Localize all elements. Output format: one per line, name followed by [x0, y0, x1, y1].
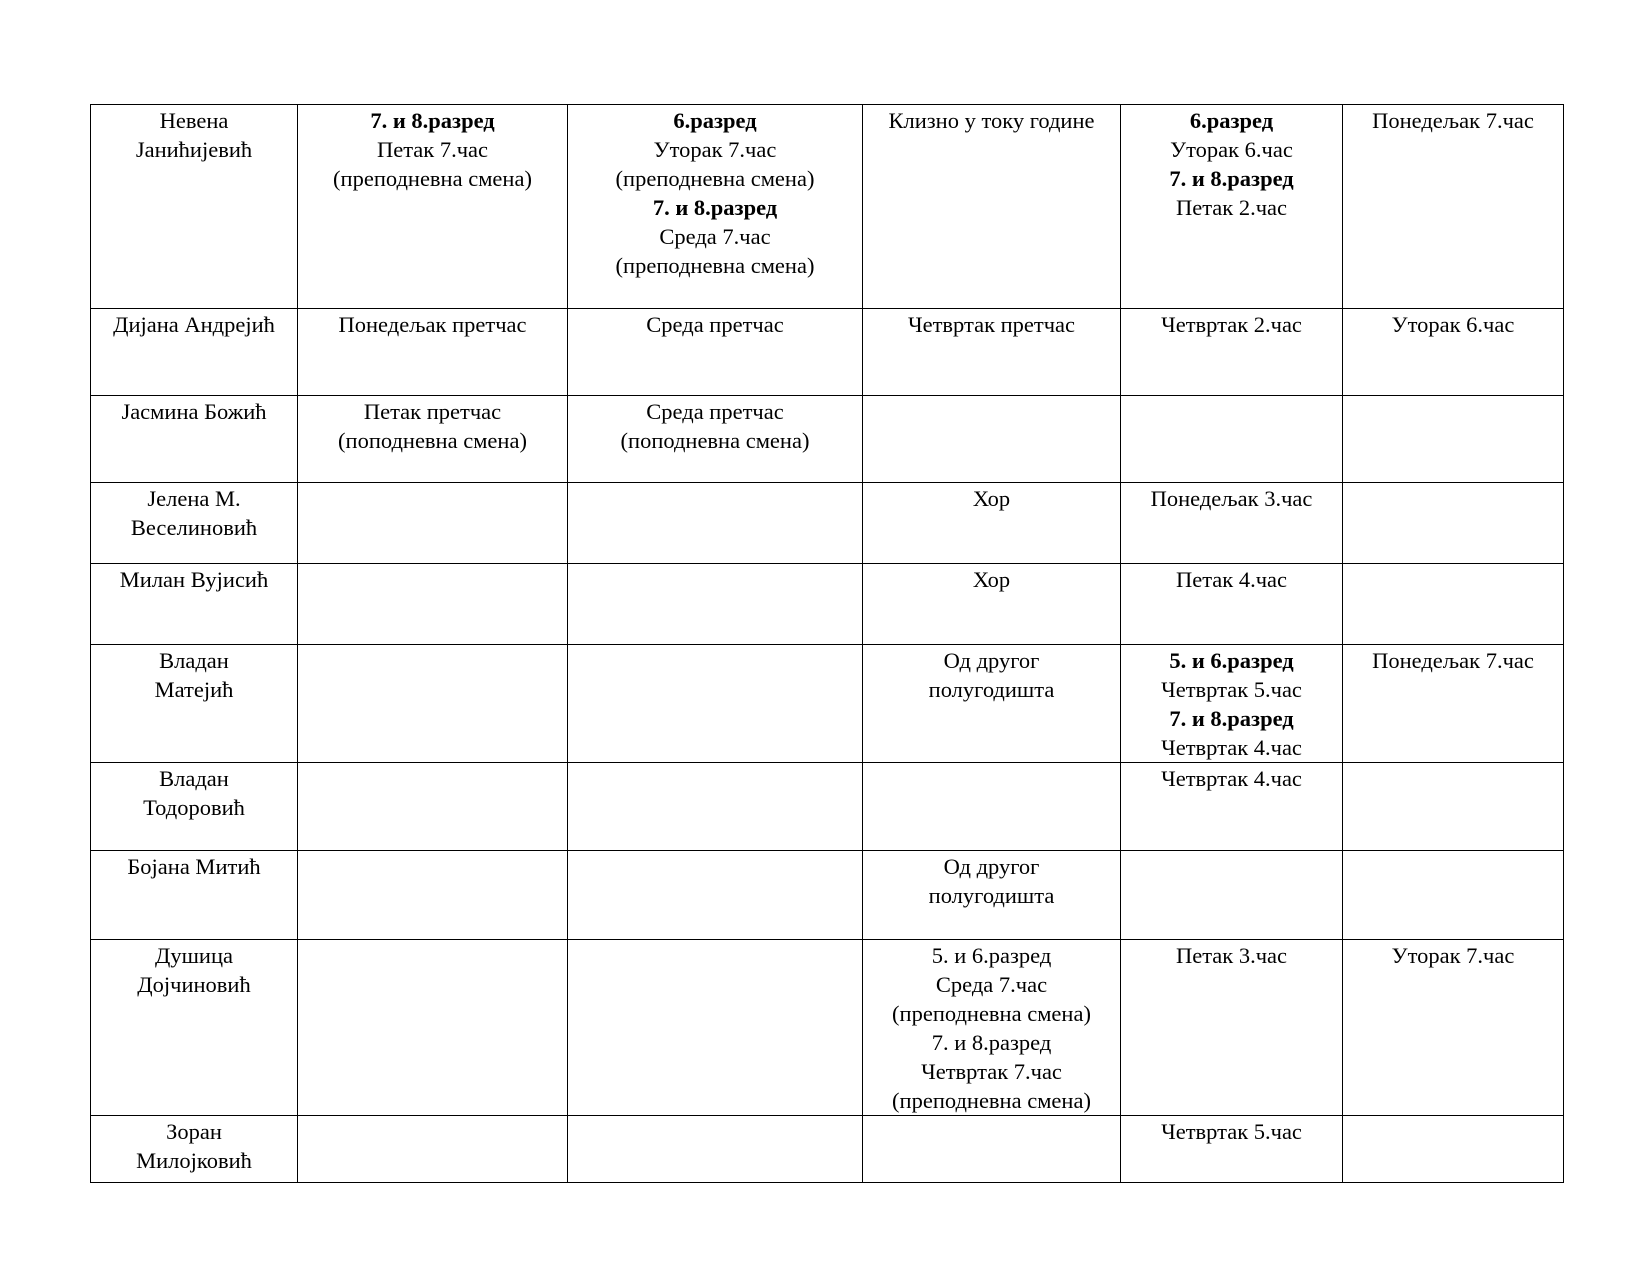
schedule-cell	[1343, 564, 1564, 645]
schedule-cell	[568, 309, 863, 396]
teacher-name-cell	[91, 564, 298, 645]
cell-line: Хор	[972, 486, 1011, 511]
schedule-cell	[1121, 940, 1343, 1116]
cell-line: Владан	[159, 766, 229, 791]
schedule-cell	[1121, 105, 1343, 309]
schedule-cell	[863, 564, 1121, 645]
cell-line: Понедељак 3.час	[1150, 486, 1313, 511]
schedule-cell	[863, 645, 1121, 763]
cell-line: (преподневна смена)	[615, 166, 815, 191]
teacher-name-cell	[91, 851, 298, 940]
schedule-cell	[1121, 309, 1343, 396]
table-row	[91, 564, 1564, 645]
cell-line: Четвртак 5.час	[1161, 677, 1302, 702]
schedule-cell	[298, 483, 568, 564]
schedule-cell	[863, 309, 1121, 396]
schedule-cell	[1121, 1116, 1343, 1183]
cell-line: Веселиновић	[130, 515, 258, 540]
cell-line: Четвртак претчас	[907, 312, 1076, 337]
cell-line: Зоран	[166, 1119, 222, 1144]
schedule-cell	[1121, 564, 1343, 645]
cell-line: 7. и 8.разред	[370, 108, 495, 133]
schedule-cell	[298, 309, 568, 396]
schedule-cell	[1121, 396, 1343, 483]
schedule-cell	[1121, 483, 1343, 564]
table-row	[91, 396, 1564, 483]
schedule-cell	[298, 851, 568, 940]
table-row	[91, 483, 1564, 564]
schedule-cell	[1121, 763, 1343, 851]
cell-line: Хор	[972, 567, 1011, 592]
cell-line: Дијана Андрејић	[113, 312, 275, 337]
schedule-cell	[863, 851, 1121, 940]
cell-line: Петак претчас	[363, 399, 502, 424]
schedule-cell	[568, 1116, 863, 1183]
cell-line: Невена	[159, 108, 229, 133]
cell-line: Клизно у току године	[888, 108, 1095, 133]
cell-line: 6.разред	[673, 108, 757, 133]
schedule-cell	[863, 940, 1121, 1116]
schedule-cell	[1343, 940, 1564, 1116]
schedule-cell	[863, 763, 1121, 851]
cell-line: Среда 7.час	[935, 972, 1048, 997]
cell-line: (преподневна смена)	[892, 1088, 1091, 1113]
cell-line: Јасмина Божић	[121, 399, 267, 424]
cell-line: 7. и 8.разред	[1169, 166, 1294, 191]
cell-line: Понедељак претчас	[338, 312, 527, 337]
cell-line: Понедељак 7.час	[1372, 648, 1534, 673]
schedule-cell	[863, 483, 1121, 564]
cell-line: Среда претчас	[646, 312, 784, 337]
table-row	[91, 309, 1564, 396]
cell-line: Душица	[155, 943, 233, 968]
cell-line: Петак 4.час	[1175, 567, 1288, 592]
schedule-cell	[568, 851, 863, 940]
teacher-name-cell	[91, 763, 298, 851]
cell-line: полугодишта	[928, 883, 1055, 908]
schedule-cell	[298, 763, 568, 851]
cell-line: 7. и 8.разред	[1169, 706, 1294, 731]
cell-line: полугодишта	[928, 677, 1055, 702]
teacher-name-cell	[91, 1116, 298, 1183]
teacher-name-cell	[91, 483, 298, 564]
schedule-cell	[1343, 851, 1564, 940]
cell-line: Петак 2.час	[1175, 195, 1288, 220]
schedule-cell	[568, 564, 863, 645]
cell-line: Уторак 7.час	[1391, 943, 1515, 968]
cell-line: Четвртак 5.час	[1161, 1119, 1302, 1144]
cell-line: Среда 7.час	[659, 224, 771, 249]
table-row	[91, 851, 1564, 940]
cell-line: Среда претчас	[646, 399, 784, 424]
cell-line: Од другог	[943, 648, 1040, 673]
cell-line: Бојана Митић	[127, 854, 261, 879]
table-row	[91, 105, 1564, 309]
schedule-cell	[298, 940, 568, 1116]
cell-line: Милојковић	[136, 1148, 252, 1173]
schedule-cell	[1343, 763, 1564, 851]
schedule-cell	[863, 1116, 1121, 1183]
cell-line: Четвртак 4.час	[1161, 735, 1302, 760]
table-row	[91, 940, 1564, 1116]
cell-line: 5. и 6.разред	[1169, 648, 1294, 673]
schedule-cell	[1121, 851, 1343, 940]
schedule-cell	[863, 396, 1121, 483]
schedule-cell	[1343, 483, 1564, 564]
table-row	[91, 1116, 1564, 1183]
table-row	[91, 645, 1564, 763]
cell-line: (поподневна смена)	[620, 428, 810, 453]
teacher-name-cell	[91, 940, 298, 1116]
cell-line: Тодоровић	[143, 795, 245, 820]
teacher-name-cell	[91, 105, 298, 309]
cell-line: Дојчиновић	[137, 972, 251, 997]
schedule-cell	[1343, 105, 1564, 309]
schedule-cell	[568, 763, 863, 851]
cell-line: Милан Вујисић	[119, 567, 269, 592]
teacher-name-cell	[91, 645, 298, 763]
cell-line: Уторак 6.час	[1391, 312, 1515, 337]
cell-line: Уторак 6.час	[1170, 137, 1293, 162]
cell-line: Јанићијевић	[135, 137, 253, 162]
schedule-cell	[1343, 396, 1564, 483]
cell-line: Јелена М.	[147, 486, 241, 511]
table-row	[91, 763, 1564, 851]
cell-line: 7. и 8.разред	[652, 195, 778, 220]
cell-line: 7. и 8.разред	[931, 1030, 1052, 1055]
cell-line: (поподневна смена)	[338, 428, 527, 453]
schedule-body	[91, 105, 1564, 1183]
schedule-cell	[298, 564, 568, 645]
schedule-cell	[298, 105, 568, 309]
schedule-cell	[1343, 645, 1564, 763]
cell-line: Понедељак 7.час	[1372, 108, 1534, 133]
schedule-cell	[568, 483, 863, 564]
cell-line: Матејић	[154, 677, 234, 702]
schedule-cell	[568, 396, 863, 483]
cell-line: Четвртак 4.час	[1161, 766, 1302, 791]
schedule-cell	[568, 940, 863, 1116]
schedule-cell	[863, 105, 1121, 309]
schedule-cell	[298, 396, 568, 483]
schedule-cell	[298, 645, 568, 763]
cell-line: Четвртак 2.час	[1161, 312, 1302, 337]
cell-line: Владан	[159, 648, 229, 673]
teacher-name-cell	[91, 309, 298, 396]
cell-line: (преподневна смена)	[615, 253, 815, 278]
cell-line: Од другог	[943, 854, 1040, 879]
cell-line: Уторак 7.час	[653, 137, 777, 162]
cell-line: Четвртак 7.час	[921, 1059, 1062, 1084]
schedule-cell	[1343, 309, 1564, 396]
cell-line: Петак 7.час	[376, 137, 489, 162]
cell-line: (преподневна смена)	[333, 166, 532, 191]
teacher-name-cell	[91, 396, 298, 483]
schedule-cell	[568, 105, 863, 309]
cell-line: 5. и 6.разред	[931, 943, 1052, 968]
cell-line: (преподневна смена)	[892, 1001, 1091, 1026]
schedule-table	[90, 104, 1564, 1183]
cell-line: 6.разред	[1189, 108, 1274, 133]
schedule-cell	[298, 1116, 568, 1183]
schedule-cell	[1343, 1116, 1564, 1183]
schedule-cell	[1121, 645, 1343, 763]
schedule-cell	[568, 645, 863, 763]
cell-line: Петак 3.час	[1175, 943, 1288, 968]
